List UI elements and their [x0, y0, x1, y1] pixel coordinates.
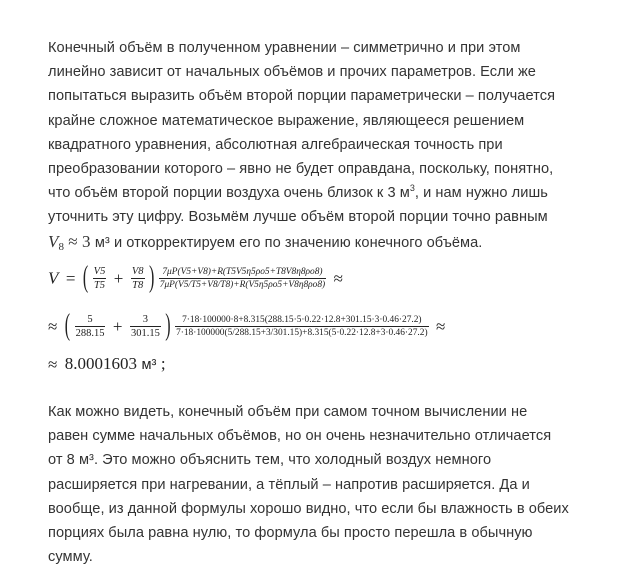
superscript-3: 3	[409, 183, 415, 194]
text-line	[48, 181, 618, 205]
formula-line-2: ≈ ( $\frac{5}{288.15}$ + $\frac{3}{301.15}$ ) 7·18·100000·8+8.315(288.15·5·0.22·12.8+301.15·3·0.46·27.2) 7·18·100000(5/288.15+3/301.15)+8.315(5·0.22·12.8+3·0.46·27.2) ≈	[48, 309, 446, 342]
fraction-5-288: $\frac{5}{288.15}$	[75, 314, 105, 339]
text-line: уточнить эту цифру. Возьмём лучше объём второй порции точно равным	[48, 209, 548, 226]
paragraph-conclusion	[48, 400, 618, 569]
text-line: равен сумме начальных объёмов, но он очень незначительно отличается	[48, 428, 552, 445]
formula-line-3: ≈ 8.0001603 м³ ;	[48, 354, 166, 374]
fraction-v5-t5: $\frac{V5}{T5}$	[93, 266, 106, 291]
result-end: ;	[160, 354, 166, 373]
text-line: $V_8 \approx 3$ м³ и откорректируем его по значению конечного объёма.	[48, 231, 483, 253]
text-line: от 8 м³. Это можно объяснить тем, что холодный воздух немного	[48, 452, 492, 469]
text-line: Как можно видеть, конечный объём при самом точном вычислении не	[48, 404, 528, 420]
text-line: преобразовании которого – явно не будет оправдана, поскольку, понятно,	[48, 161, 554, 178]
math-v8: V	[48, 231, 59, 251]
text-line: сумму.	[48, 549, 93, 566]
text-line: квадратного уравнения, абсолютная алгебраическая точность при	[48, 136, 503, 153]
fraction-numeric: 7·18·100000·8+8.315(288.15·5·0.22·12.8+301.15·3·0.46·27.2) 7·18·100000(5/288.15+3/301.15)+8.315(5·0.22·12.8+3·0.46·27.2)	[176, 315, 428, 338]
text-line: крайне сложное математическое выражение, являющееся решением	[48, 112, 525, 129]
text-line: вообще, из данной формулы хорошо видно, что если бы влажность в обеих	[48, 500, 569, 517]
text-line: Конечный объём в полученном уравнении – симметрично и при этом	[48, 40, 521, 56]
text-line: линейно зависит от начальных объёмов и прочих параметров. Если же	[48, 64, 536, 81]
text-line-part: м³ и откорректируем его по значению конечного объёма.	[94, 234, 483, 251]
formula-line-1: V = ( $\frac{V5}{T5}$ + $\frac{V8}{T8}$ ) $\frac{7\mu P(V5+V8)+R(T5V5\eta 5\rho o5+T8V8\eta 8\rho o8)}{7\mu P(V5/T5+V8/T8)+R(V5\eta 5\rho o5+V8\eta 8\rho o8)}$ ≈	[48, 261, 343, 294]
text-line-part: , и нам нужно лишь	[414, 185, 548, 202]
text-line-part: что объём второй порции воздуха очень близок к 3 м	[48, 185, 410, 202]
fraction-main: $\frac{7\mu P(V5+V8)+R(T5V5\eta 5\rho o5+T8V8\eta 8\rho o8)}{7\mu P(V5/T5+V8/T8)+R(V5\eta 5\rho o5+V8\eta 8\rho o8)}$	[159, 267, 326, 290]
result-unit: м³	[141, 357, 157, 373]
result-value: 8.0001603	[64, 354, 138, 373]
fraction-v8-t8: $\frac{V8}{T8}$	[131, 266, 144, 291]
formula-lhs: V	[48, 268, 59, 288]
math-approx-3: ≈ 3	[64, 231, 95, 251]
paragraph-intro	[48, 36, 618, 259]
text-line: порциях была равна нулю, то формула бы просто перешла в обычную	[48, 525, 533, 542]
text-line: расширяется при нагревании, а тёплый – напротив расширяется. Да и	[48, 476, 530, 493]
text-line: попытаться выразить объём второй порции параметрически – получается	[48, 88, 556, 105]
fraction-3-301: $\frac{3}{301.15}$	[130, 314, 160, 339]
